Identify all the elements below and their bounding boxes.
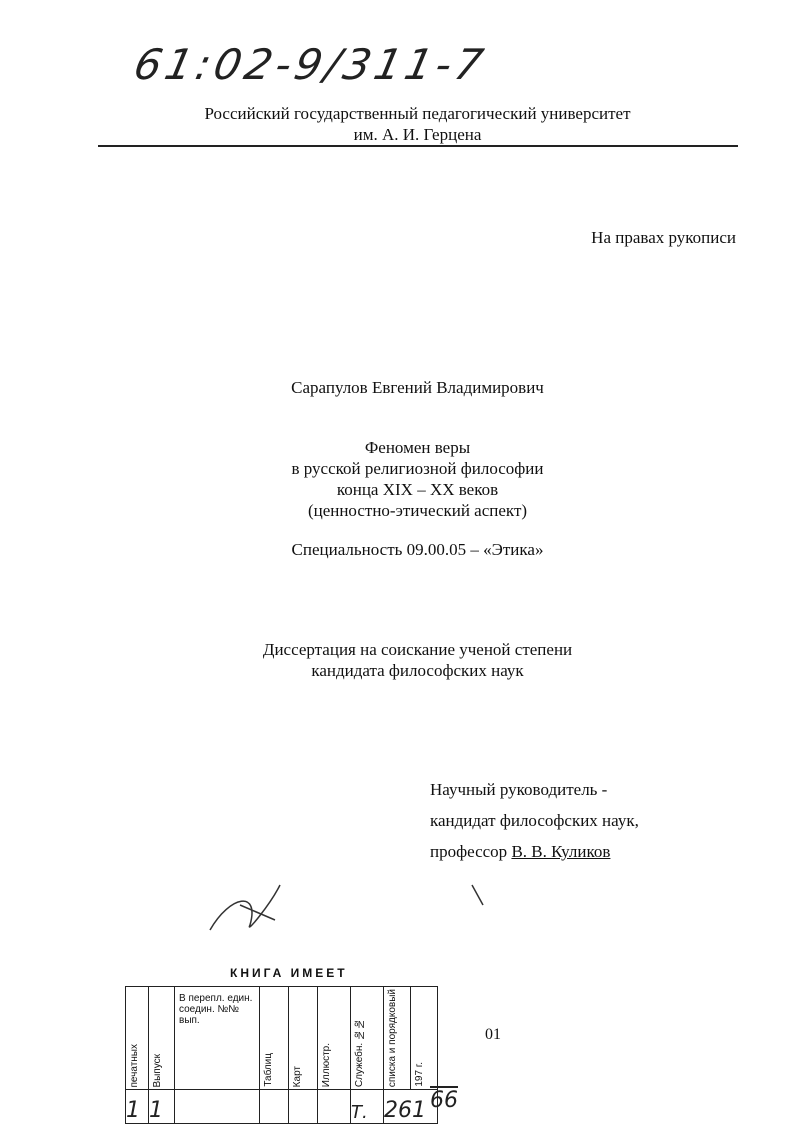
supervisor-title: Научный руководитель - [430, 780, 608, 799]
university-name-line2: им. А. И. Герцена [353, 125, 482, 144]
stamp-value: 1 [126, 1090, 149, 1124]
stamp-value [318, 1090, 351, 1124]
stamp-col: Служебн. №№ [351, 987, 384, 1090]
title-line: (ценностно-этический аспект) [307, 501, 528, 520]
stamp-value [289, 1090, 318, 1124]
stamp-col: Иллюстр. [318, 987, 351, 1090]
stamp-value: Т. [351, 1090, 384, 1124]
stamp-value [260, 1090, 289, 1124]
supervisor-name: В. В. Куликов [511, 842, 611, 861]
title-line: в русской религиозной философии [291, 459, 544, 478]
library-stamp [80, 930, 500, 1122]
stamp-col: В перепл. един. соедин. №№ вып. [175, 987, 260, 1090]
rights-note: На правах рукописи [591, 228, 736, 247]
stamp-table [125, 986, 438, 1124]
supervisor-name-line [430, 842, 610, 862]
stamp-value [175, 1090, 260, 1124]
specialty: Специальность 09.00.05 – «Этика» [291, 540, 544, 559]
stamp-col: Таблиц [260, 987, 289, 1090]
supervisor-degree: кандидат философских наук, [430, 811, 639, 830]
stamp-col: Выпуск [149, 987, 175, 1090]
university-name: Российский государственный педагогический университет [204, 104, 631, 123]
archive-code: 61:02-9/311-7 [129, 40, 492, 89]
author-name: Сарапулов Евгений Владимирович [291, 378, 544, 397]
header-divider [98, 145, 738, 147]
dissertation-block [0, 639, 793, 681]
stamp-col: Карт [289, 987, 318, 1090]
stamp-side-text: 01 [485, 1026, 501, 1043]
dissertation-line: Диссертация на соискание ученой степени [262, 640, 573, 659]
stamp-col: 197 г. [411, 987, 438, 1090]
stamp-header: КНИГА ИМЕЕТ [230, 966, 348, 980]
stamp-bottom-value: 66 [430, 1088, 458, 1113]
stamp-col: списка и порядковый [384, 987, 411, 1090]
dissertation-line: кандидата философских наук [311, 661, 524, 680]
stamp-value: 261 [384, 1090, 438, 1124]
supervisor-rank: профессор [430, 842, 508, 861]
title-block [0, 437, 793, 521]
title-line: конца XIX – XX веков [336, 480, 499, 499]
stamp-col: печатных [126, 987, 149, 1090]
title-line: Феномен веры [364, 438, 471, 457]
stamp-value: 1 [149, 1090, 175, 1124]
